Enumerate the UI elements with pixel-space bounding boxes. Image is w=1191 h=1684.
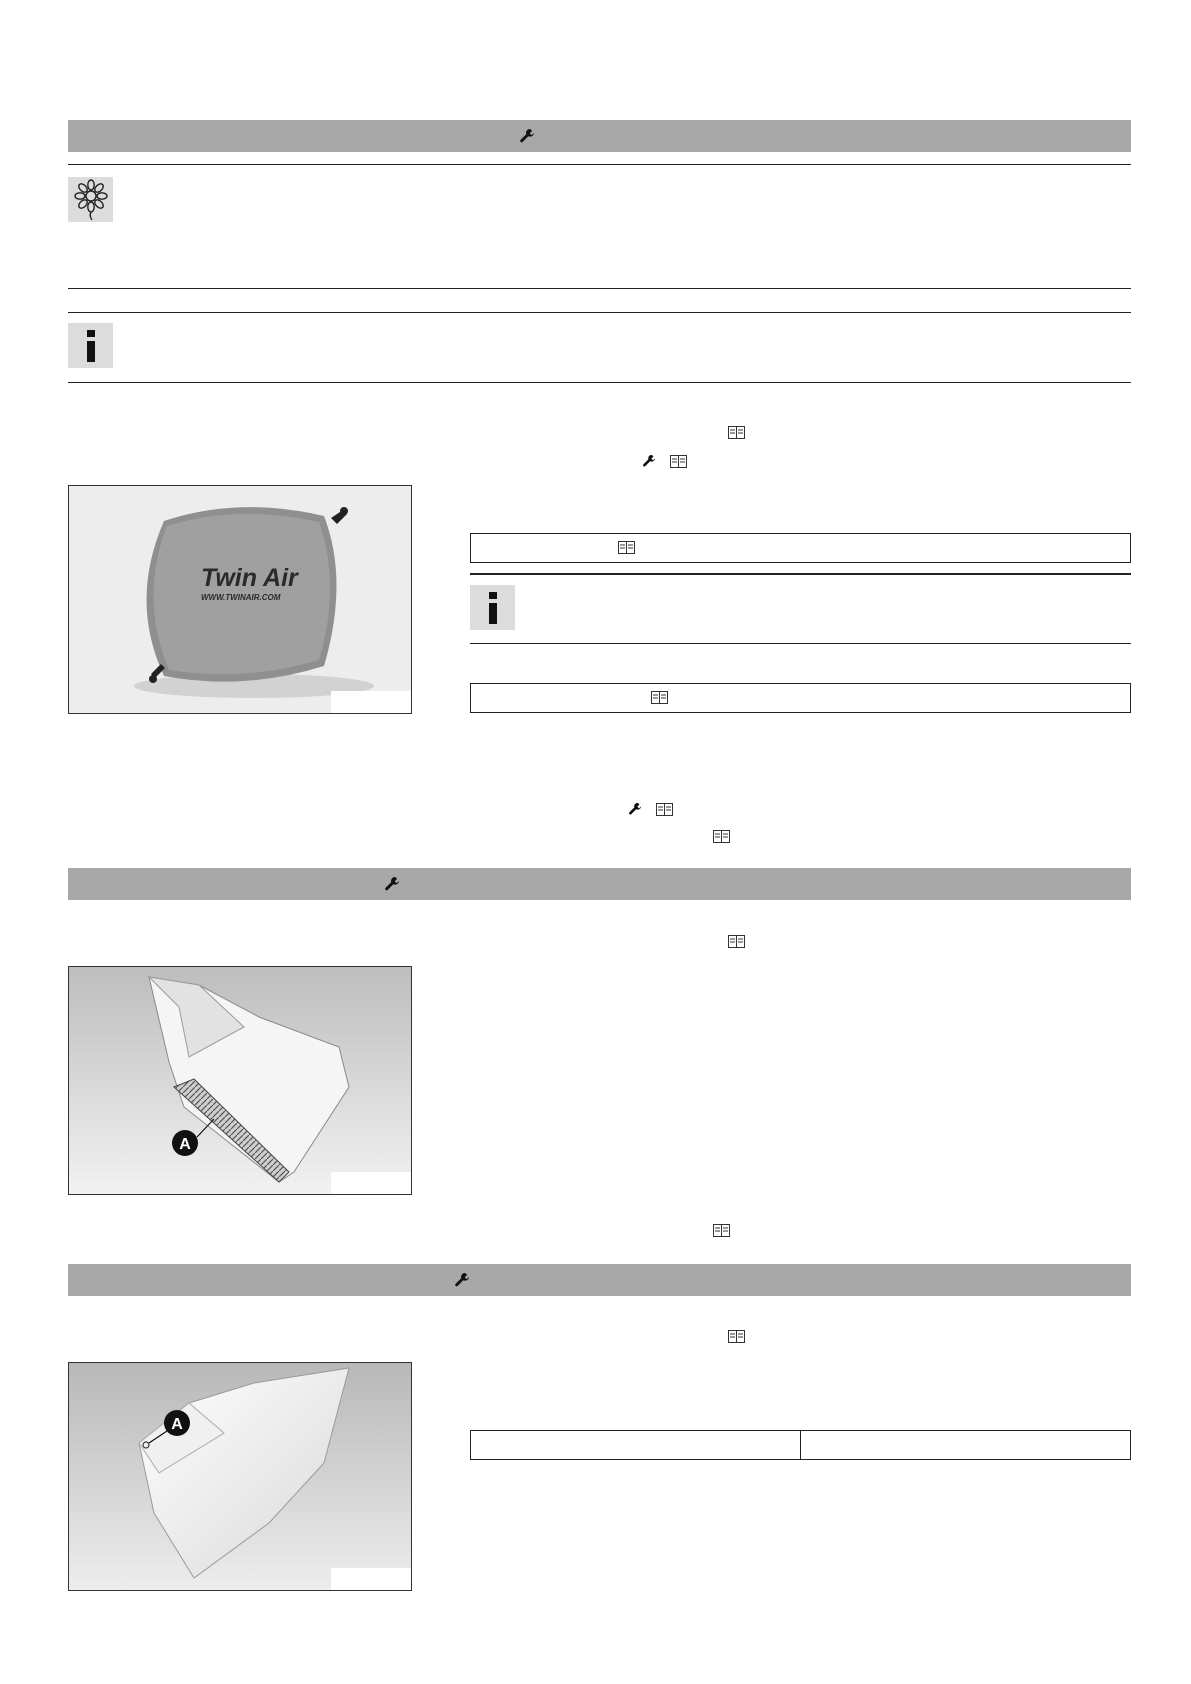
section-header-air-filter: [68, 120, 1131, 152]
figure-air-filter: [68, 485, 412, 714]
info-note-icon-box: [68, 323, 113, 368]
section-header-filter-box: [68, 868, 1131, 900]
info-note-icon-box-right: [470, 585, 515, 630]
book-reference-icon[interactable]: [651, 691, 668, 704]
wrench-icon: [384, 876, 400, 892]
info-rule-top: [68, 312, 1131, 313]
callout-a-label: A: [179, 1136, 191, 1153]
info-rule-bottom-right: [470, 643, 1131, 644]
wrench-icon: [642, 454, 656, 468]
book-reference-icon[interactable]: [728, 426, 745, 439]
callout-a-label: A: [171, 1416, 183, 1433]
book-reference-icon[interactable]: [713, 1224, 730, 1237]
info-icon: [486, 592, 500, 624]
book-reference-icon[interactable]: [728, 935, 745, 948]
specification-table-row: [470, 1430, 1131, 1460]
filter-box-cover-photo: [69, 1363, 411, 1590]
figure-filter-box-sealing: [68, 966, 412, 1195]
environment-note-icon-box: [68, 177, 113, 222]
book-reference-icon[interactable]: [656, 803, 673, 816]
twinair-url-text: WWW.TWINAIR.COM: [201, 593, 281, 602]
filter-box-photo: [69, 967, 411, 1194]
book-reference-icon[interactable]: [618, 541, 635, 554]
info-rule-top-right: [470, 573, 1131, 575]
note-rule-bottom: [68, 288, 1131, 289]
book-reference-icon[interactable]: [670, 455, 687, 468]
air-filter-photo: [69, 486, 411, 713]
wrench-icon: [628, 802, 642, 816]
book-reference-icon[interactable]: [713, 830, 730, 843]
info-icon: [84, 330, 98, 362]
flower-icon: [72, 179, 110, 221]
specification-row: [470, 683, 1131, 713]
wrench-icon: [454, 1272, 470, 1288]
table-cell-divider: [800, 1431, 801, 1459]
section-header-filter-box-cover: [68, 1264, 1131, 1296]
wrench-icon: [519, 128, 535, 144]
note-rule-top: [68, 164, 1131, 165]
info-rule-bottom: [68, 382, 1131, 383]
specification-row: [470, 533, 1131, 563]
book-reference-icon[interactable]: [728, 1330, 745, 1343]
figure-filter-box-cover: [68, 1362, 412, 1591]
twinair-logo-text: Twin Air: [201, 564, 298, 592]
